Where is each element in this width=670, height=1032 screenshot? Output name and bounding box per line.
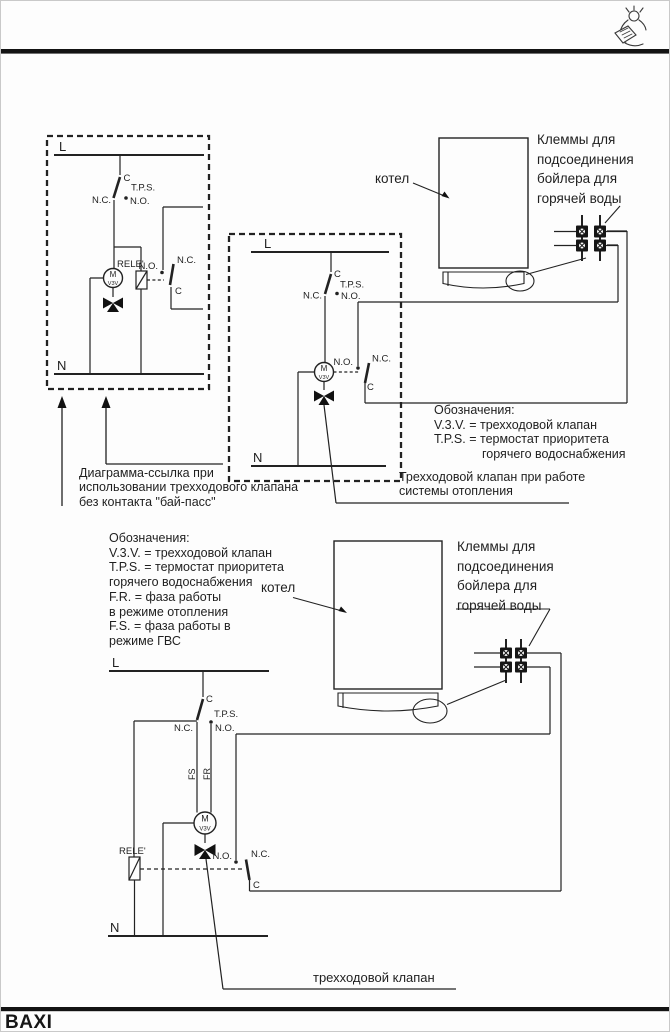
nc-label: N.C. (251, 849, 270, 860)
wire-to-terminals (358, 245, 618, 302)
boiler-label: котел (375, 171, 410, 186)
no-label: N.O. (212, 851, 232, 862)
caption-three-way-valve: трехходовой клапан (313, 970, 435, 985)
no-label: N.O. (130, 196, 150, 207)
text-line: Трехходовой клапан при работе (399, 470, 586, 484)
wire-to-terminals (365, 231, 627, 403)
bottom-rule (1, 1007, 670, 1011)
text-line: V.3.V. = трехходовой клапан (109, 545, 273, 560)
nc-label: N.C. (177, 255, 196, 266)
text-line: использовании трехходового клапана (79, 480, 299, 495)
arrowhead (339, 607, 348, 614)
text-line: V.3.V. = трехходовой клапан (434, 417, 598, 432)
boiler-leader-line (293, 598, 344, 612)
arrowhead (442, 192, 450, 199)
reference-diagram (47, 136, 209, 389)
text-line: T.P.S. = термостат приоритета (109, 560, 284, 575)
no-contact-dot (234, 860, 238, 864)
caption-reference-diagram (79, 466, 298, 509)
text-line: в режиме отопления (109, 604, 229, 619)
text-line: подсоединения (537, 151, 634, 167)
nc-label: N.C. (174, 723, 193, 734)
text-line: бойлера для (457, 578, 537, 593)
boiler-label: котел (261, 580, 296, 595)
main-wiring-diagram (108, 653, 561, 989)
fr-label: FR (202, 768, 212, 780)
legend-title: Обозначения: (434, 403, 515, 417)
nc-label: N.C. (303, 290, 322, 302)
motor-label: M (320, 364, 328, 373)
neutral-label: N (110, 920, 120, 935)
neutral-label: N (57, 358, 67, 373)
text-line: режиме ГВС (109, 633, 181, 648)
terminals-note-top (537, 130, 634, 208)
no-contact-dot (209, 720, 213, 724)
text-line: Клеммы для (457, 539, 536, 554)
no-contact-dot (160, 271, 164, 275)
three-way-valve-icon (103, 298, 123, 313)
boiler-base-panel (443, 272, 524, 288)
three-way-valve-icon (314, 391, 334, 406)
text-line: горячего водоснабжения (482, 447, 626, 462)
line-label: L (112, 655, 120, 670)
common-label: C (123, 173, 131, 184)
tps-switch-blade (325, 274, 331, 294)
motor-label: M (109, 270, 117, 279)
arrow-up-icon (58, 396, 67, 408)
text-line: бойлера для (537, 171, 617, 186)
terminal-block-top (554, 206, 627, 261)
no-label: N.O. (138, 261, 158, 272)
no-label: N.O. (333, 357, 353, 368)
connection-callout-ellipse (413, 699, 447, 723)
text-line: подсоединения (457, 558, 554, 574)
legend-title: Обозначения: (109, 531, 190, 545)
common-label: C (206, 694, 213, 705)
common-label: C (334, 269, 341, 280)
text-line: горячего водоснабжения (109, 575, 253, 590)
installer-cartoon-icon (615, 6, 646, 46)
motor-type-label: V3V (318, 375, 330, 381)
legend-top (434, 403, 626, 462)
legend-bottom (109, 531, 284, 649)
tps-label: T.P.S. (340, 279, 365, 291)
text-line: F.S. = фаза работы в (109, 619, 231, 634)
motor-label: M (201, 813, 209, 824)
no-contact-dot (335, 292, 339, 296)
wire-to-terminals (236, 667, 550, 734)
text-line: Клеммы для (537, 132, 616, 147)
no-contact-dot (124, 196, 128, 200)
boiler-base-panel (338, 693, 438, 711)
relay-label: RELE' (119, 846, 146, 857)
common-label: C (367, 382, 374, 393)
arrow-up-icon (102, 396, 111, 408)
top-rule (1, 49, 670, 54)
no-contact-dot (356, 366, 360, 370)
text-line: F.R. = фаза работы (109, 589, 222, 604)
bypass-switch-blade (170, 264, 174, 285)
no-label: N.O. (215, 723, 235, 734)
text-line: системы отопления (399, 484, 513, 499)
line-label: L (59, 139, 67, 154)
common-label: C (175, 286, 182, 297)
tps-label: T.P.S. (131, 182, 156, 194)
text-line: без контакта "бай-пасс" (79, 494, 216, 509)
tps-switch-blade (114, 177, 121, 198)
text-line: горячей воды (537, 190, 622, 206)
caption-heating-mode (399, 470, 585, 499)
text-line: Диаграмма-ссылка при (79, 466, 214, 480)
line-label: L (264, 236, 272, 251)
neutral-label: N (253, 450, 263, 465)
relay-label: RELE' (117, 259, 144, 270)
text-line: горячей воды (457, 597, 542, 613)
heating-mode-diagram (229, 231, 627, 503)
tps-label: T.P.S. (214, 709, 239, 720)
bypass-switch-blade (365, 363, 369, 383)
terminal-block-bottom (456, 609, 561, 683)
no-label: N.O. (341, 291, 361, 302)
tps-switch-blade (197, 699, 203, 720)
boiler-body (439, 138, 528, 268)
fs-label: FS (187, 768, 197, 780)
text-line: T.P.S. = термостат приоритета (434, 432, 609, 447)
common-label: C (253, 880, 260, 891)
nc-label: N.C. (92, 195, 111, 206)
bypass-switch-blade (246, 860, 250, 881)
boiler-leader-line (413, 183, 447, 197)
boiler-body (334, 541, 442, 689)
nc-label: N.C. (372, 353, 391, 365)
terminals-leader-line (605, 206, 620, 223)
terminals-note-bottom (457, 537, 554, 615)
motor-type-label: V3V (107, 281, 119, 287)
motor-type-label: V3V (199, 826, 211, 833)
brand-logo: BAXI (5, 1012, 53, 1032)
